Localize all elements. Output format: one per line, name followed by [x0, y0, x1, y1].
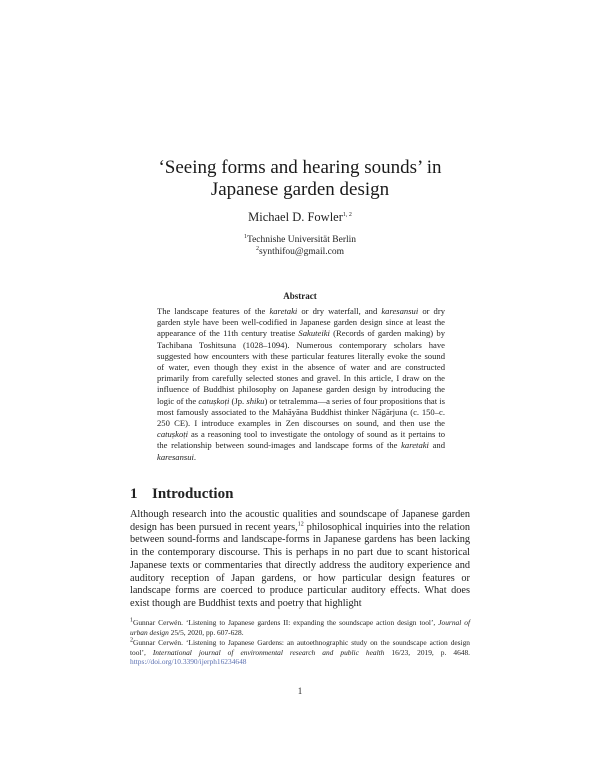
- title-line-2: Japanese garden design: [210, 179, 390, 200]
- author-affiliation-marks: 1, 2: [342, 211, 352, 218]
- footnote-1: $^1$Gunnar Cerwén. ‘Listening to Japanese gardens II: expanding the soundscape action design tool’, Journal of urban design 25/5, 2020, pp. 607-628.: [130, 617, 470, 637]
- affiliation-1: $^1$Technishe Universität Berlin: [243, 233, 357, 245]
- paper-title: [100, 157, 500, 201]
- affiliations: [100, 234, 500, 258]
- author-name: Michael D. Fowler: [248, 210, 343, 224]
- title-line-1: ‘Seeing forms and hearing sounds’ in: [158, 157, 442, 178]
- footnote-2: $^2$Gunnar Cerwén. ‘Listening to Japanese Gardens: an autoethnographic study on the soundscape action design tool’, International journal of environmental research and public health 16/23, 2019, p. 4648. https://doi.org/10.3390/ijerph16234648: [130, 637, 470, 667]
- section-number: 1: [130, 486, 138, 502]
- affiliation-2: $^2$synthifou@gmail.com: [255, 245, 344, 257]
- introduction-paragraph: Although research into the acoustic qualities and soundscape of Japanese garden design has been pursued in recent years,$^{12}$ philosophical inquiries into the relation between sound-forms and landscape-forms in Japanese gardens has been lacking in the contemporary discourse. This is perhaps in no part due to scant historical Japanese texts or commentaries that directly address the auditory experience and auditory reception of Japan gardens, or how particular design features or landscape forms are coerced to produce particular auditory effects. What does exist though are Buddhist texts and poetry that highlight: [130, 509, 470, 609]
- abstract-text: The landscape features of the karetaki or dry waterfall, and karesansui or dry garden style have been well-codified in Japanese garden design since at least the appearance of the 11th century treatise Sakuteiki (Records of garden making) by Tachibana Toshitsuna (1028–1094). Numerous contemporary scholars have suggested how encounters with these particular features literally evoke the sound of water, even though they exist in the absence of water and are constructed primarily from carefully selected stones and gravel. In this article, I draw on the influence of Buddhist philosophy on Japanese garden design by introducing the logic of the catuṣkoṭi (Jp. shiku) or tetralemma—a series of four propositions that is most famously associated to the Mahāyāna Buddhist thinker Nāgārjuna (c. 150–c. 250 CE). I introduce examples in Zen discourses on sound, and then use the catuṣkoṭi as a reasoning tool to investigate the ontology of sound as it pertains to the relationship between sound-images and landscape forms of the karetaki and karesansui.: [157, 306, 445, 462]
- footnote-refs: 12: [297, 521, 304, 528]
- page-number: 1: [297, 686, 303, 696]
- author: [100, 210, 500, 225]
- abstract-heading: Abstract: [283, 291, 317, 301]
- section-heading: [130, 484, 490, 504]
- section-title: Introduction: [152, 486, 234, 502]
- doi-link[interactable]: https://doi.org/10.3390/ijerph16234648: [130, 657, 247, 667]
- footnotes: [130, 618, 470, 668]
